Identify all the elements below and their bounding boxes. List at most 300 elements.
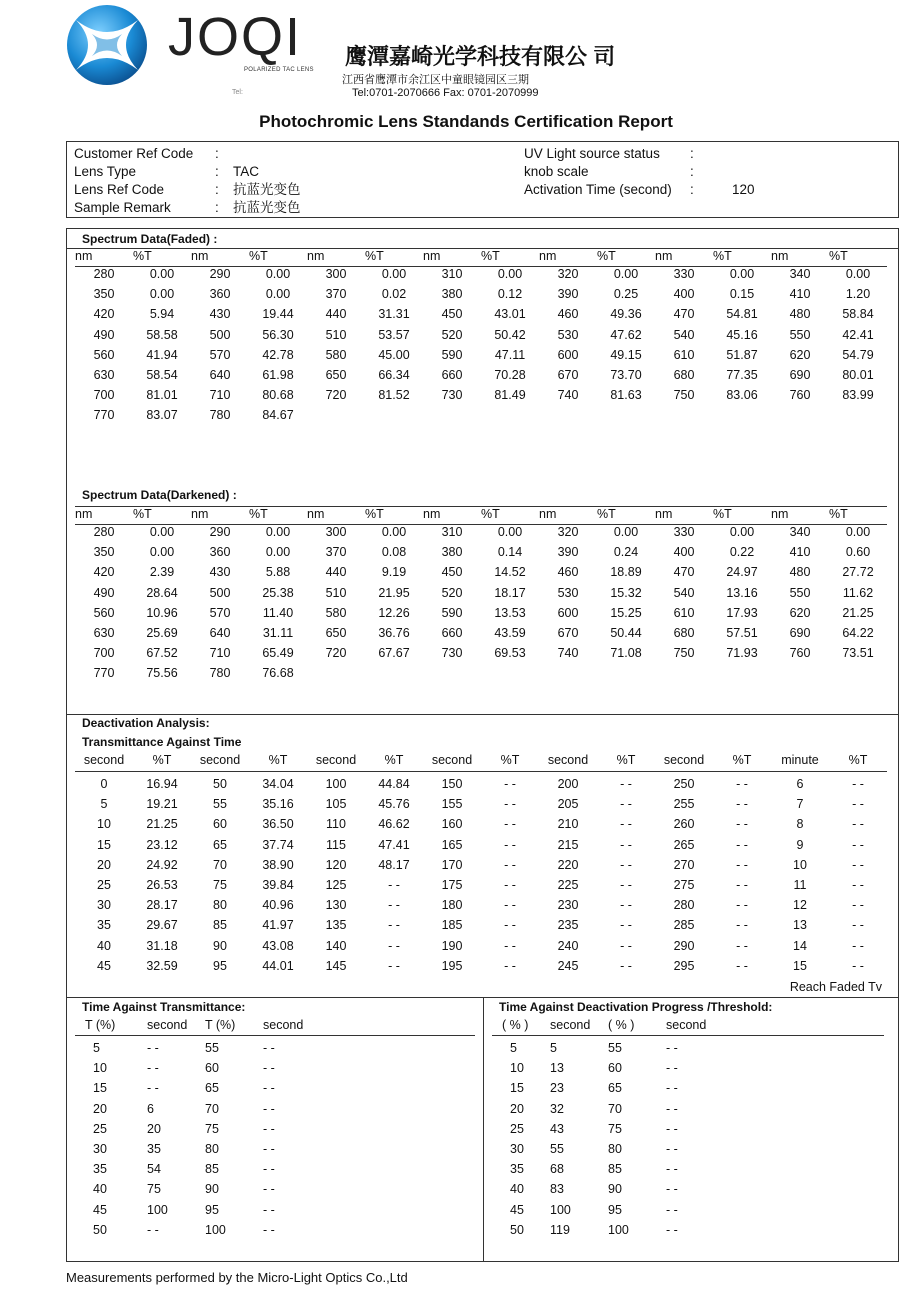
table-cell: - - (147, 1222, 159, 1237)
table-cell: 640 (209, 367, 231, 382)
column-header: %T (597, 507, 616, 521)
table-cell: 8 (796, 817, 804, 832)
table-cell: 300 (325, 267, 347, 281)
table-cell: 110 (326, 817, 346, 832)
table-cell: 600 (557, 605, 579, 620)
info-value: TAC (233, 164, 259, 179)
table-cell: 280 (93, 267, 115, 281)
column-header: %T (732, 753, 752, 767)
table-cell: 680 (673, 367, 695, 382)
table-cell: - - (736, 837, 748, 852)
table-cell: 49.36 (610, 307, 642, 322)
table-cell (829, 666, 887, 686)
column-header: T (%) (85, 1018, 116, 1032)
table-cell: 70 (205, 1101, 219, 1116)
darkened-table (75, 525, 887, 687)
table-cell: 0 (100, 777, 108, 791)
divider (67, 714, 898, 715)
table-cell: 580 (325, 605, 347, 620)
column-header: nm (423, 249, 441, 263)
table-cell: 180 (441, 898, 463, 913)
tiny-mark: Tel: (232, 89, 243, 96)
info-label: Customer Ref Code (74, 146, 194, 161)
table-cell: 750 (673, 646, 695, 661)
table-cell: 380 (441, 287, 463, 302)
table-cell: 56.30 (262, 327, 294, 342)
table-cell: 0.00 (149, 525, 175, 539)
table-cell: 28.17 (146, 898, 178, 913)
table-cell: 30 (93, 1141, 107, 1156)
table-cell: 83.07 (146, 408, 178, 423)
table-cell: 38.90 (262, 857, 294, 872)
table-cell: 0.00 (613, 267, 639, 281)
table-cell: 50 (213, 777, 227, 791)
table-cell: 55 (205, 1041, 219, 1055)
table-cell: - - (852, 797, 864, 812)
faded-table (75, 267, 887, 429)
company-name: 鹰潭嘉崎光学科技有限公 司 (345, 44, 616, 69)
table-cell: 48.17 (378, 857, 410, 872)
table-cell: 200 (557, 777, 579, 791)
table-cell: 370 (325, 287, 347, 302)
table-cell: 45.16 (726, 327, 758, 342)
table-cell (655, 408, 713, 428)
table-cell: 265 (673, 837, 695, 852)
table-cell: 690 (789, 625, 811, 640)
table-cell: 540 (673, 585, 695, 600)
table-cell: 0.15 (729, 287, 755, 302)
table-cell: 17.93 (726, 605, 758, 620)
table-cell: 81.63 (610, 388, 642, 403)
table-cell: - - (852, 877, 864, 892)
column-header: nm (655, 249, 673, 263)
table-cell: - - (852, 817, 864, 832)
table-cell: 740 (557, 646, 579, 661)
table-cell: 80 (608, 1141, 622, 1156)
reach-faded-note: Reach Faded Tv (789, 980, 882, 994)
table-cell: 500 (209, 327, 231, 342)
table-cell: - - (263, 1222, 275, 1237)
table-cell: 90 (213, 938, 227, 953)
table-cell: 15 (97, 837, 111, 852)
table-cell: 26.53 (146, 877, 178, 892)
table-cell: 36.76 (378, 625, 410, 640)
table-cell: 57.51 (726, 625, 758, 640)
table-cell: 80.01 (842, 367, 874, 382)
table-cell: 0.00 (265, 287, 291, 302)
table-cell: 400 (673, 287, 695, 302)
column-header: nm (75, 249, 93, 263)
table-cell: 730 (441, 388, 463, 403)
table-cell: 210 (557, 817, 579, 832)
table-cell: 100 (325, 777, 347, 791)
table-cell: - - (388, 918, 400, 933)
table-cell: 50 (510, 1222, 524, 1237)
table-cell (307, 666, 365, 686)
table-cell: - - (736, 817, 748, 832)
table-cell: 84.67 (262, 408, 294, 423)
column-header: nm (75, 507, 93, 521)
table-cell: 290 (673, 938, 695, 953)
table-cell: - - (263, 1182, 275, 1197)
table-cell: 195 (441, 958, 463, 973)
table-cell: - - (666, 1121, 678, 1136)
table-cell: 40 (510, 1182, 524, 1197)
table-cell: - - (852, 837, 864, 852)
table-cell: 700 (93, 388, 115, 403)
table-cell: 430 (209, 307, 231, 322)
table-cell: - - (620, 898, 632, 913)
table-cell: 480 (789, 565, 811, 580)
table-cell: 0.12 (497, 287, 523, 302)
table-cell: 630 (93, 367, 115, 382)
table-cell: 25 (510, 1121, 524, 1136)
table-cell: 0.00 (845, 267, 871, 281)
table-cell: 350 (93, 545, 115, 560)
table-cell: 230 (557, 898, 579, 913)
table-cell: 0.00 (497, 267, 523, 281)
table-cell: 20 (510, 1101, 524, 1116)
table-cell: - - (147, 1061, 159, 1076)
table-cell (539, 666, 597, 686)
table-cell: 0.00 (149, 287, 175, 302)
table-cell: - - (852, 898, 864, 913)
table-cell: - - (736, 877, 748, 892)
table-cell: 260 (673, 817, 695, 832)
info-colon: : (690, 146, 694, 161)
table-cell: 15 (793, 958, 807, 973)
table-cell: 420 (93, 565, 115, 580)
table-cell: - - (666, 1222, 678, 1237)
table-cell: - - (666, 1061, 678, 1076)
column-header: nm (307, 507, 325, 521)
table-cell (481, 408, 539, 428)
table-cell: 220 (557, 857, 579, 872)
table-cell: 32 (550, 1101, 564, 1116)
column-header: %T (249, 249, 268, 263)
column-header: nm (539, 507, 557, 521)
info-colon: : (215, 164, 219, 179)
table-cell: 760 (789, 388, 811, 403)
table-cell: - - (620, 817, 632, 832)
info-value: 120 (732, 182, 755, 197)
table-cell: - - (504, 958, 516, 973)
table-cell: - - (263, 1141, 275, 1156)
tvt-table (75, 1041, 323, 1243)
table-cell: 5 (93, 1041, 100, 1055)
table-cell: 30 (510, 1141, 524, 1156)
column-header: nm (771, 507, 789, 521)
table-cell: 14.52 (494, 565, 526, 580)
table-cell: 42.41 (842, 327, 874, 342)
table-cell: 11 (793, 877, 807, 892)
table-cell: 42.78 (262, 347, 294, 362)
table-cell: 41.97 (262, 918, 294, 933)
table-cell: 670 (557, 367, 579, 382)
table-cell: 165 (441, 837, 463, 852)
report-title: Photochromic Lens Standands Certification Report (259, 112, 673, 131)
table-cell: 76.68 (262, 666, 294, 681)
table-cell: 15.25 (610, 605, 642, 620)
table-cell: 75 (608, 1121, 622, 1136)
table-cell: 32.59 (146, 958, 178, 973)
table-cell: - - (263, 1202, 275, 1217)
table-cell (307, 408, 365, 428)
table-cell: - - (852, 958, 864, 973)
table-cell: 610 (673, 605, 695, 620)
table-cell: 65 (213, 837, 227, 852)
table-cell: 520 (441, 327, 463, 342)
table-cell: 39.84 (262, 877, 294, 892)
table-cell: 5 (100, 797, 108, 812)
table-cell: 550 (789, 585, 811, 600)
info-label: UV Light source status (524, 146, 660, 161)
table-cell: - - (620, 857, 632, 872)
table-cell: 350 (93, 287, 115, 302)
table-cell: - - (504, 898, 516, 913)
table-cell: 170 (441, 857, 463, 872)
table-cell: 225 (557, 877, 579, 892)
table-cell: 23 (550, 1081, 564, 1096)
table-cell: 46.62 (378, 817, 410, 832)
table-cell: - - (263, 1041, 275, 1055)
table-cell: - - (504, 877, 516, 892)
table-cell: - - (263, 1061, 275, 1076)
table-cell: 21.25 (842, 605, 874, 620)
column-header: nm (539, 249, 557, 263)
table-cell: 43.08 (262, 938, 294, 953)
deactivation-header-row (75, 753, 887, 767)
table-cell: 460 (557, 565, 579, 580)
table-cell: 47.11 (494, 347, 526, 362)
table-cell: 140 (325, 938, 347, 953)
table-cell: 85 (205, 1162, 219, 1177)
column-header: second (431, 753, 473, 767)
table-cell: 390 (557, 287, 579, 302)
table-cell: 100 (147, 1202, 168, 1217)
table-cell (539, 408, 597, 428)
table-cell: 0.00 (497, 525, 523, 539)
column-header: second (83, 753, 125, 767)
table-cell: 620 (789, 605, 811, 620)
table-cell: 119 (550, 1222, 570, 1237)
time-vs-progress-title: Time Against Deactivation Progress /Threshold: (499, 1000, 773, 1014)
table-cell: 69.53 (494, 646, 526, 661)
tvp-header-row (492, 1018, 726, 1032)
table-cell: 650 (325, 367, 347, 382)
table-cell: 740 (557, 388, 579, 403)
table-cell: 470 (673, 307, 695, 322)
table-cell: 5.88 (265, 565, 291, 580)
table-cell: - - (666, 1041, 678, 1055)
column-header: nm (307, 249, 325, 263)
table-cell: 600 (557, 347, 579, 362)
table-cell: 19.44 (262, 307, 294, 322)
table-cell: 205 (557, 797, 579, 812)
table-cell (481, 666, 539, 686)
column-header: second (263, 1018, 304, 1032)
table-cell: 83.06 (726, 388, 758, 403)
table-cell: 340 (789, 525, 811, 539)
table-cell: 31.11 (262, 625, 294, 640)
column-header: %T (133, 249, 152, 263)
table-cell: 54.79 (842, 347, 874, 362)
table-cell: 100 (608, 1222, 629, 1237)
column-header: %T (848, 753, 868, 767)
table-cell: - - (852, 918, 864, 933)
table-cell: 81.01 (146, 388, 178, 403)
column-header: %T (152, 753, 172, 767)
table-cell (655, 666, 713, 686)
table-cell: 780 (209, 666, 231, 681)
table-cell: 83.99 (842, 388, 874, 403)
table-cell: 150 (441, 777, 463, 791)
table-cell: 13.53 (494, 605, 526, 620)
table-cell: 31.18 (146, 938, 178, 953)
table-cell: 75 (147, 1182, 161, 1197)
table-cell: 45 (97, 958, 111, 973)
table-cell: 440 (325, 565, 347, 580)
table-cell: 18.17 (494, 585, 526, 600)
info-label: Lens Ref Code (74, 182, 165, 197)
table-cell (713, 666, 771, 686)
table-cell: 40 (93, 1182, 107, 1197)
table-cell: 10.96 (146, 605, 178, 620)
table-cell: 58.84 (842, 307, 874, 322)
table-cell: 31.31 (378, 307, 410, 322)
table-cell: 460 (557, 307, 579, 322)
column-header: minute (781, 753, 819, 767)
table-cell: 71.08 (610, 646, 642, 661)
transmittance-time-title: Transmittance Against Time (82, 735, 242, 749)
table-cell: 24.92 (146, 857, 178, 872)
divider (75, 771, 887, 772)
table-cell: 45.00 (378, 347, 410, 362)
time-vs-transmittance-title: Time Against Transmittance: (82, 1000, 246, 1014)
table-cell: 640 (209, 625, 231, 640)
table-cell: 60 (205, 1061, 219, 1076)
table-cell: 10 (510, 1061, 524, 1076)
table-cell: 290 (209, 525, 231, 539)
table-cell: 630 (93, 625, 115, 640)
table-cell: 590 (441, 605, 463, 620)
table-cell: 410 (789, 287, 811, 302)
table-cell: 320 (557, 525, 579, 539)
table-cell: 125 (325, 877, 347, 892)
table-cell: 44.84 (378, 777, 410, 791)
table-cell: - - (388, 898, 400, 913)
table-cell: 15 (510, 1081, 524, 1096)
column-header: %T (268, 753, 288, 767)
table-cell: 29.67 (146, 918, 178, 933)
table-cell: 50.44 (610, 625, 642, 640)
table-cell: 35.16 (262, 797, 294, 812)
table-cell: 680 (673, 625, 695, 640)
table-cell: 24.97 (726, 565, 758, 580)
info-colon: : (690, 182, 694, 197)
company-address: 江西省鹰潭市余江区中童眼镜园区三期 (342, 74, 529, 86)
table-cell: 155 (441, 797, 463, 812)
table-cell: - - (736, 958, 748, 973)
table-cell: - - (736, 918, 748, 933)
table-cell: 185 (441, 918, 463, 933)
table-cell: 75 (213, 877, 227, 892)
table-cell: - - (263, 1101, 275, 1116)
table-cell: - - (504, 797, 516, 812)
table-cell: 610 (673, 347, 695, 362)
info-label: Lens Type (74, 164, 137, 179)
brand-name: JOQI (168, 7, 303, 67)
info-box (66, 141, 899, 218)
table-cell: 780 (209, 408, 231, 423)
deactivation-title: Deactivation Analysis: (82, 716, 210, 730)
table-cell: 0.25 (613, 287, 639, 302)
table-cell: 410 (789, 545, 811, 560)
table-cell: - - (263, 1081, 275, 1096)
table-cell: - - (736, 898, 748, 913)
table-cell: 620 (789, 347, 811, 362)
table-cell: 5 (510, 1041, 517, 1055)
table-cell: 0.02 (381, 287, 407, 302)
column-header: second (666, 1018, 707, 1032)
table-cell: 36.50 (262, 817, 294, 832)
table-cell: 360 (209, 545, 231, 560)
table-cell: 190 (441, 938, 463, 953)
column-header: %T (713, 507, 732, 521)
table-cell: 0.14 (497, 545, 523, 560)
column-header: %T (829, 249, 848, 263)
table-cell: 53.57 (378, 327, 410, 342)
table-cell: - - (388, 877, 400, 892)
table-cell: 19.21 (146, 797, 178, 812)
table-cell: 54.81 (726, 307, 758, 322)
table-cell (365, 408, 423, 428)
column-header: ( % ) (608, 1018, 635, 1032)
table-cell: 55 (213, 797, 227, 812)
table-cell: 510 (325, 327, 347, 342)
table-cell (423, 666, 481, 686)
table-cell: 68 (550, 1162, 564, 1177)
table-cell: 0.00 (613, 525, 639, 539)
table-cell: 330 (673, 267, 695, 281)
table-cell: 560 (93, 605, 115, 620)
table-cell: 55 (608, 1041, 622, 1055)
table-cell: 70 (608, 1101, 622, 1116)
divider (492, 1035, 884, 1036)
brand-subtitle: POLARIZED TAC LENS (244, 67, 314, 73)
table-cell: 295 (673, 958, 695, 973)
table-cell: 61.98 (262, 367, 294, 382)
table-cell: 25 (93, 1121, 107, 1136)
table-cell: - - (388, 938, 400, 953)
table-cell: 10 (97, 817, 111, 832)
column-header: %T (249, 507, 268, 521)
table-cell: - - (504, 777, 516, 791)
table-cell: 50.42 (494, 327, 526, 342)
column-header: second (147, 1018, 188, 1032)
table-cell: - - (620, 837, 632, 852)
table-cell: 0.00 (381, 267, 407, 281)
table-cell: 660 (441, 367, 463, 382)
table-cell: 570 (209, 347, 231, 362)
table-cell: 0.00 (149, 545, 175, 560)
table-cell: - - (852, 777, 864, 791)
table-cell: 35 (93, 1162, 107, 1177)
table-cell: - - (620, 938, 632, 953)
table-cell: 73.51 (842, 646, 874, 661)
table-cell: 430 (209, 565, 231, 580)
table-cell: 330 (673, 525, 695, 539)
